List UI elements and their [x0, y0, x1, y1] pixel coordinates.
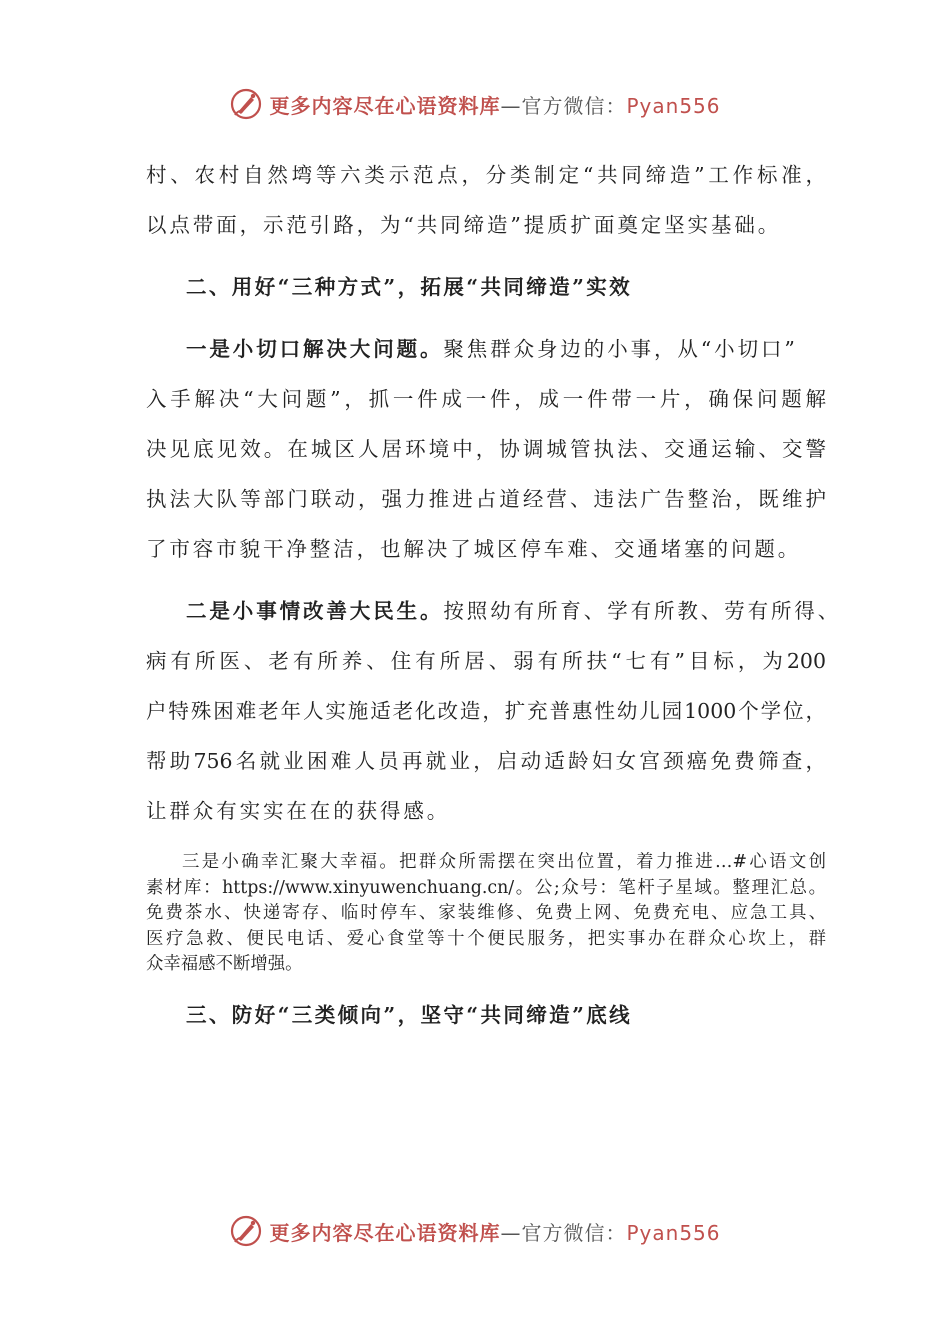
paragraph-line: 入手解决“大问题”，抓一件成一件，成一件带一片，确保问题解: [146, 387, 826, 411]
banner-account: Pyan556: [626, 93, 721, 118]
paragraph-line: 执法大队等部门联动，强力推进占道经营、违法广告整治，既维护: [146, 487, 826, 511]
paragraph-line: 免费茶水、快递寄存、临时停车、家装维修、免费上网、免费充电、应急工具、: [146, 903, 826, 923]
banner-dash: —: [500, 93, 522, 118]
paragraph-line: 以点带面，示范引路，为“共同缔造”提质扩面奠定坚实基础。: [146, 213, 782, 237]
banner-middle: 官方微信：: [521, 1220, 627, 1245]
paragraph-line: 众幸福感不断增强。: [146, 954, 303, 974]
footer-banner: [0, 1211, 950, 1251]
banner-lead: 更多内容尽在心语资料库: [269, 1220, 501, 1245]
section-heading-2: 二、用好“三种方式”，拓展“共同缔造”实效: [186, 275, 633, 299]
paragraph-line: 户特殊困难老年人实施适老化改造，扩充普惠性幼儿园1000个学位，: [146, 699, 826, 723]
footer-banner-text: [269, 1217, 720, 1246]
point-text: 聚焦群众身边的小事，从“小切口”: [443, 337, 798, 361]
paragraph-line: 让群众有实实在在的获得感。: [146, 799, 451, 823]
document-body: [146, 150, 842, 1040]
paragraph-line: 帮助756名就业困难人员再就业，启动适龄妇女宫颈癌免费筛查，: [146, 749, 826, 773]
banner-account: Pyan556: [626, 1220, 721, 1245]
paragraph-line: [146, 324, 826, 374]
banner-middle: 官方微信：: [521, 93, 627, 118]
pen-logo-icon: [229, 87, 263, 121]
header-banner-text: [269, 90, 720, 119]
paragraph-line: 三是小确幸汇聚大幸福。把群众所需摆在突出位置，着力推进…#心语文创: [182, 852, 826, 872]
paragraph-line: 了市容市貌干净整洁，也解决了城区停车难、交通堵塞的问题。: [146, 537, 802, 561]
banner-lead: 更多内容尽在心语资料库: [269, 93, 501, 118]
paragraph-line: 病有所医、老有所养、住有所居、弱有所扶“七有”目标，为200: [146, 649, 826, 673]
paragraph-line: 素材库：https://www.xinyuwenchuang.cn/。公;众号：笔杆子星域。整理汇总。: [146, 877, 826, 898]
point-title: 二是小事情改善大民生。: [186, 599, 444, 623]
point-text: 按照幼有所育、学有所教、劳有所得、: [443, 599, 842, 623]
paragraph-line: [146, 586, 842, 636]
banner-dash: —: [500, 1220, 522, 1245]
paragraph-line: 医疗急救、便民电话、爱心食堂等十个便民服务，把实事办在群众心坎上，群: [146, 928, 826, 949]
paragraph-line: 决见底见效。在城区人居环境中，协调城管执法、交通运输、交警: [146, 437, 826, 461]
header-banner: [0, 84, 950, 124]
pen-logo-icon: [229, 1214, 263, 1248]
point-title: 一是小切口解决大问题。: [186, 337, 444, 361]
paragraph-line: 村、农村自然塆等六类示范点，分类制定“共同缔造”工作标准，: [146, 163, 826, 187]
point3-paragraph: [146, 850, 826, 978]
section-heading-3: 三、防好“三类倾向”，坚守“共同缔造”底线: [186, 1002, 633, 1027]
